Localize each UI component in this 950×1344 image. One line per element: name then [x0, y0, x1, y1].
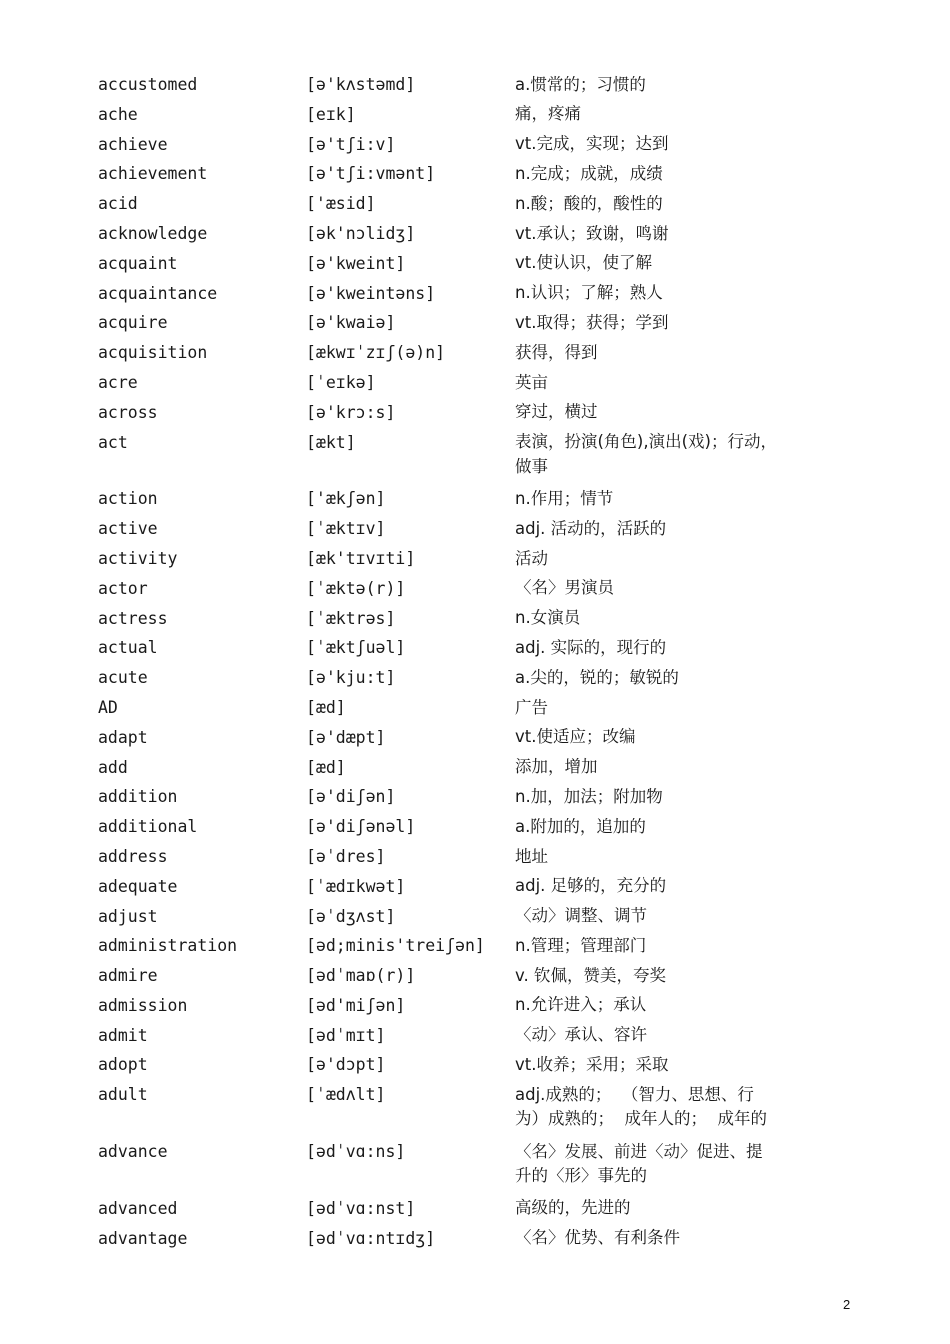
entry-word: advantage: [98, 1228, 188, 1248]
entry-meaning: adj. 实际的，现行的: [515, 637, 667, 657]
entry-meaning: 〈名〉男演员: [515, 578, 614, 598]
entry-pronunciation: [ə'dɔpt]: [306, 1055, 386, 1075]
entry-word: acute: [98, 668, 148, 688]
entry-word: adopt: [98, 1055, 148, 1075]
entry-pronunciation: [ədˈmɪt]: [306, 1025, 386, 1045]
entry-word: admire: [98, 966, 158, 986]
vocab-entry: [98, 514, 798, 544]
entry-word: address: [98, 846, 168, 866]
entry-meaning: v. 钦佩，赞美，夸奖: [515, 965, 666, 985]
entry-word: admission: [98, 995, 188, 1015]
entry-pronunciation: [ək'nɔlidʒ]: [306, 223, 416, 243]
entry-word: acquaint: [98, 253, 178, 273]
entry-pronunciation: [eɪk]: [306, 104, 356, 124]
entry-word: actress: [98, 608, 168, 628]
entry-pronunciation: [ˈeɪkə]: [306, 372, 376, 392]
entry-meaning: a.尖的，锐的；敏锐的: [515, 667, 679, 687]
entry-meaning: 活动: [515, 548, 548, 568]
vocab-entry: [98, 1137, 798, 1194]
vocab-entry: [98, 368, 798, 398]
entry-meaning: n.管理；管理部门: [515, 935, 647, 955]
entry-pronunciation: [əd;minis'treiʃən]: [306, 936, 485, 956]
entry-meaning: 获得，得到: [515, 342, 598, 362]
entry-pronunciation: [æk'tɪvɪti]: [306, 548, 416, 568]
entry-word: action: [98, 489, 158, 509]
entry-meaning: vt.取得；获得；学到: [515, 312, 669, 332]
vocab-entry: [98, 219, 798, 249]
entry-word: achievement: [98, 164, 208, 184]
entry-meaning: n.允许进入；承认: [515, 995, 647, 1015]
entry-meaning: n.作用；情节: [515, 488, 614, 508]
entry-pronunciation: [əˈdʒʌst]: [306, 906, 396, 926]
entry-meaning: vt.完成，实现；达到: [515, 134, 669, 154]
entry-meaning: 穿过，横过: [515, 402, 598, 422]
entry-meaning: a.附加的，追加的: [515, 816, 646, 836]
entry-meaning: n.认识；了解；熟人: [515, 283, 663, 303]
entry-word: addition: [98, 787, 178, 807]
entry-pronunciation: [ə'dæpt]: [306, 727, 386, 747]
vocab-entry: [98, 428, 798, 485]
entry-meaning: adj. 足够的，充分的: [515, 876, 667, 896]
vocab-entry: [98, 544, 798, 574]
entry-word: advanced: [98, 1198, 178, 1218]
entry-pronunciation: [æd]: [306, 697, 346, 717]
vocab-entry: [98, 338, 798, 368]
vocab-entry: [98, 70, 798, 100]
entry-word: adjust: [98, 906, 158, 926]
entry-meaning: 地址: [515, 846, 548, 866]
vocab-entry: [98, 842, 798, 872]
vocab-entry: [98, 1194, 798, 1224]
entry-meaning: 表演，扮演(角色),演出(戏)；行动，做事: [515, 432, 777, 476]
vocab-entry: [98, 574, 798, 604]
entry-word: adequate: [98, 876, 178, 896]
entry-meaning: 英亩: [515, 372, 548, 392]
vocabulary-list: [98, 70, 798, 1253]
vocab-entry: [98, 130, 798, 160]
entry-meaning: 添加，增加: [515, 757, 598, 777]
entry-meaning: 〈名〉发展、前进〈动〉促进、提升的〈形〉事先的: [515, 1141, 763, 1186]
entry-pronunciation: [ə'kju:t]: [306, 668, 396, 688]
entry-pronunciation: [ˈæktʃuəl]: [306, 638, 406, 658]
entry-meaning: n.女演员: [515, 608, 581, 628]
entry-meaning: 〈动〉调整、调节: [515, 906, 647, 926]
entry-word: admit: [98, 1025, 148, 1045]
entry-pronunciation: [ˈæktə(r)]: [306, 578, 406, 598]
entry-word: adapt: [98, 727, 148, 747]
entry-word: acre: [98, 372, 138, 392]
entry-pronunciation: [ə'kwaiə]: [306, 313, 396, 333]
entry-meaning: adj. 活动的，活跃的: [515, 518, 667, 538]
entry-word: additional: [98, 817, 198, 837]
entry-pronunciation: ['ækʃən]: [306, 489, 386, 509]
entry-word: across: [98, 402, 158, 422]
entry-word: acid: [98, 194, 138, 214]
vocab-entry: [98, 249, 798, 279]
entry-pronunciation: [ækt]: [306, 432, 356, 452]
entry-word: act: [98, 432, 128, 452]
entry-word: accustomed: [98, 75, 198, 94]
vocab-entry: [98, 961, 798, 991]
entry-pronunciation: [ə'tʃi:v]: [306, 134, 396, 154]
entry-pronunciation: [ədˈmaɒ(r)]: [306, 966, 416, 986]
entry-meaning: vt.使适应；改编: [515, 727, 636, 747]
entry-meaning: 〈动〉承认、容许: [515, 1025, 647, 1045]
entry-pronunciation: [ə'krɔ:s]: [306, 402, 396, 422]
vocab-entry: [98, 991, 798, 1021]
vocab-entry: [98, 633, 798, 663]
entry-word: achieve: [98, 134, 168, 154]
vocab-entry: [98, 1224, 798, 1254]
vocab-entry: [98, 753, 798, 783]
vocab-entry: [98, 872, 798, 902]
entry-word: add: [98, 757, 128, 777]
vocab-entry: [98, 1021, 798, 1051]
vocab-entry: [98, 902, 798, 932]
entry-pronunciation: [ə'diʃən]: [306, 787, 396, 807]
entry-pronunciation: [əd'miʃən]: [306, 995, 406, 1015]
entry-meaning: a.惯常的；习惯的: [515, 74, 646, 94]
entry-word: acquire: [98, 313, 168, 333]
vocab-entry: [98, 398, 798, 428]
entry-pronunciation: [ˈædʌlt]: [306, 1085, 386, 1105]
vocab-entry: [98, 782, 798, 812]
vocab-entry: [98, 931, 798, 961]
vocab-entry: [98, 1080, 798, 1137]
vocab-entry: [98, 189, 798, 219]
entry-word: acquisition: [98, 343, 208, 363]
entry-word: advance: [98, 1142, 168, 1162]
entry-meaning: vt.使认识，使了解: [515, 253, 652, 273]
entry-word: administration: [98, 936, 238, 956]
entry-pronunciation: [əˈdres]: [306, 846, 386, 866]
vocab-entry: [98, 723, 798, 753]
entry-pronunciation: [ə'kweintəns]: [306, 283, 436, 303]
vocab-entry: [98, 100, 798, 130]
entry-meaning: vt.承认；致谢，鸣谢: [515, 223, 669, 243]
entry-word: activity: [98, 548, 178, 568]
entry-word: ache: [98, 104, 138, 124]
entry-pronunciation: [ədˈvɑ:nst]: [306, 1198, 416, 1218]
vocab-entry: [98, 812, 798, 842]
entry-pronunciation: [ə'kʌstəmd]: [306, 75, 416, 94]
vocab-entry: [98, 159, 798, 189]
entry-meaning: 广告: [515, 697, 548, 717]
entry-pronunciation: [ə'kweint]: [306, 253, 406, 273]
entry-pronunciation: [æd]: [306, 757, 346, 777]
entry-word: active: [98, 519, 158, 539]
vocab-entry: [98, 693, 798, 723]
entry-pronunciation: [ədˈvɑ:ntɪdʒ]: [306, 1228, 436, 1248]
entry-pronunciation: [ə'diʃənəl]: [306, 817, 416, 837]
entry-word: actual: [98, 638, 158, 658]
entry-meaning: 〈名〉优势、有利条件: [515, 1228, 680, 1248]
entry-pronunciation: [ə'tʃi:vmənt]: [306, 164, 436, 184]
entry-pronunciation: [ækwɪˈzɪʃ(ə)n]: [306, 343, 446, 363]
entry-word: acknowledge: [98, 223, 208, 243]
entry-pronunciation: [ˈædɪkwət]: [306, 876, 406, 896]
entry-pronunciation: [ˈæktɪv]: [306, 519, 386, 539]
entry-meaning: 痛，疼痛: [515, 104, 581, 124]
page-number: 2: [843, 1297, 851, 1312]
vocab-entry: [98, 484, 798, 514]
entry-meaning: adj.成熟的； （智力、思想、行为）成熟的； 成年人的； 成年的: [515, 1084, 767, 1129]
entry-meaning: vt.收养；采用；采取: [515, 1055, 669, 1075]
entry-meaning: n.加，加法；附加物: [515, 786, 663, 806]
vocab-entry: [98, 279, 798, 309]
entry-meaning: n.完成；成就，成绩: [515, 163, 663, 183]
entry-pronunciation: [ədˈvɑ:ns]: [306, 1142, 406, 1162]
entry-pronunciation: [ˈæktrəs]: [306, 608, 396, 628]
vocab-entry: [98, 308, 798, 338]
vocab-entry: [98, 663, 798, 693]
entry-word: acquaintance: [98, 283, 218, 303]
vocab-entry: [98, 1050, 798, 1080]
entry-word: adult: [98, 1085, 148, 1105]
entry-meaning: n.酸；酸的，酸性的: [515, 193, 663, 213]
entry-meaning: 高级的，先进的: [515, 1198, 631, 1218]
entry-pronunciation: ['æsid]: [306, 194, 376, 214]
entry-word: AD: [98, 697, 118, 717]
vocab-entry: [98, 604, 798, 634]
entry-word: actor: [98, 578, 148, 598]
